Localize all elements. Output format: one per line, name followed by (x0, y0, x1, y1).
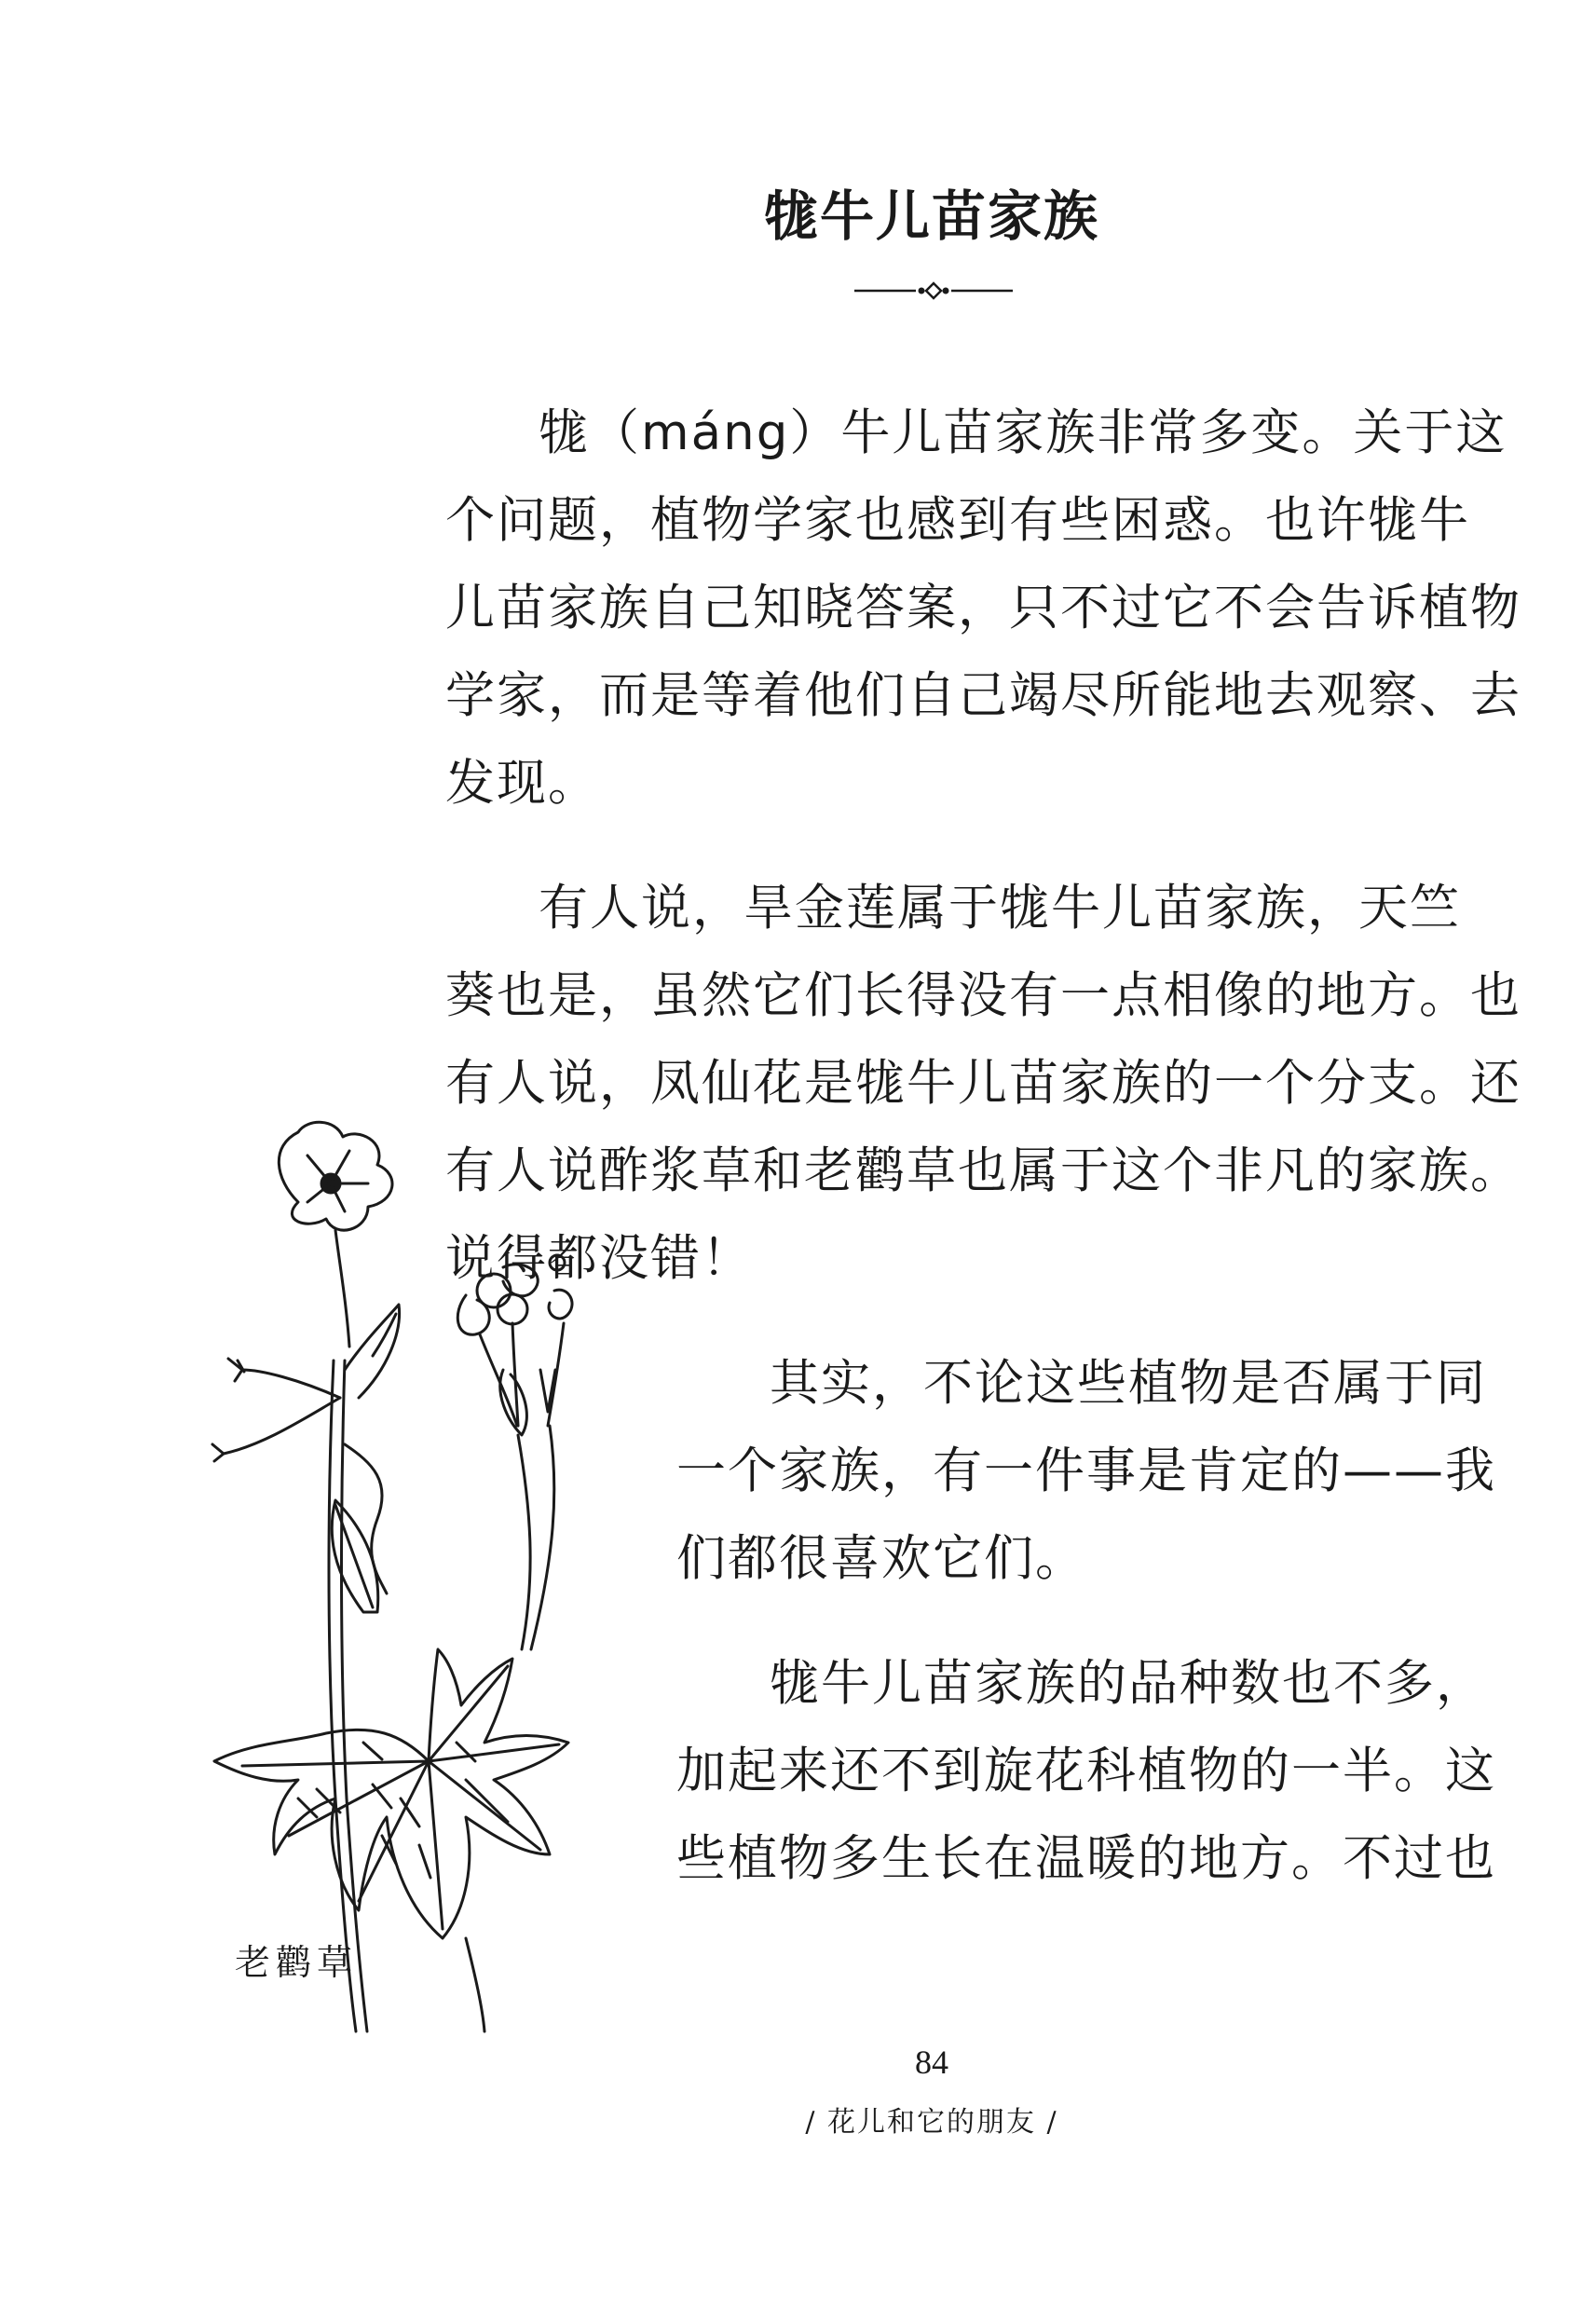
body-line: 说得都没错！ (445, 1230, 753, 1287)
body-line: 儿苗家族自己知晓答案，只不过它不会告诉植物 (445, 580, 1521, 636)
body-line: 其实，不论这些植物是否属于同 (770, 1355, 1487, 1412)
illustration-caption: 老鹳草 (235, 1942, 359, 1983)
body-line: 牻（máng）牛儿苗家族非常多变。关于这 (539, 404, 1507, 461)
body-line: 葵也是，虽然它们长得没有一点相像的地方。也 (445, 967, 1521, 1024)
body-line: 有人说，凤仙花是牻牛儿苗家族的一个分支。还 (445, 1055, 1521, 1112)
body-line: 学家，而是等着他们自己竭尽所能地去观察、去 (445, 667, 1521, 724)
body-line: 牻牛儿苗家族的品种数也不多， (770, 1655, 1487, 1712)
page-number: 84 (915, 2044, 948, 2081)
body-line: 有人说酢浆草和老鹳草也属于这个非凡的家族。 (445, 1142, 1521, 1199)
title-ornament-icon (854, 275, 1013, 307)
geranium-plant-sketch-icon (186, 1090, 624, 2041)
body-line: 些植物多生长在温暖的地方。不过也 (676, 1830, 1496, 1887)
body-line: 个问题，植物学家也感到有些困惑。也许牻牛 (445, 492, 1470, 549)
body-line: 加起来还不到旋花科植物的一半。这 (676, 1743, 1496, 1799)
body-line: 发现。 (445, 755, 599, 812)
chapter-title: 牻牛儿苗家族 (763, 185, 1099, 248)
running-footer-title: / 花儿和它的朋友 / (805, 2106, 1058, 2139)
body-line: 一个家族，有一件事是肯定的——我 (676, 1443, 1496, 1499)
body-line: 有人说，旱金莲属于牻牛儿苗家族，天竺 (539, 880, 1461, 937)
body-line: 们都很喜欢它们。 (676, 1530, 1086, 1587)
